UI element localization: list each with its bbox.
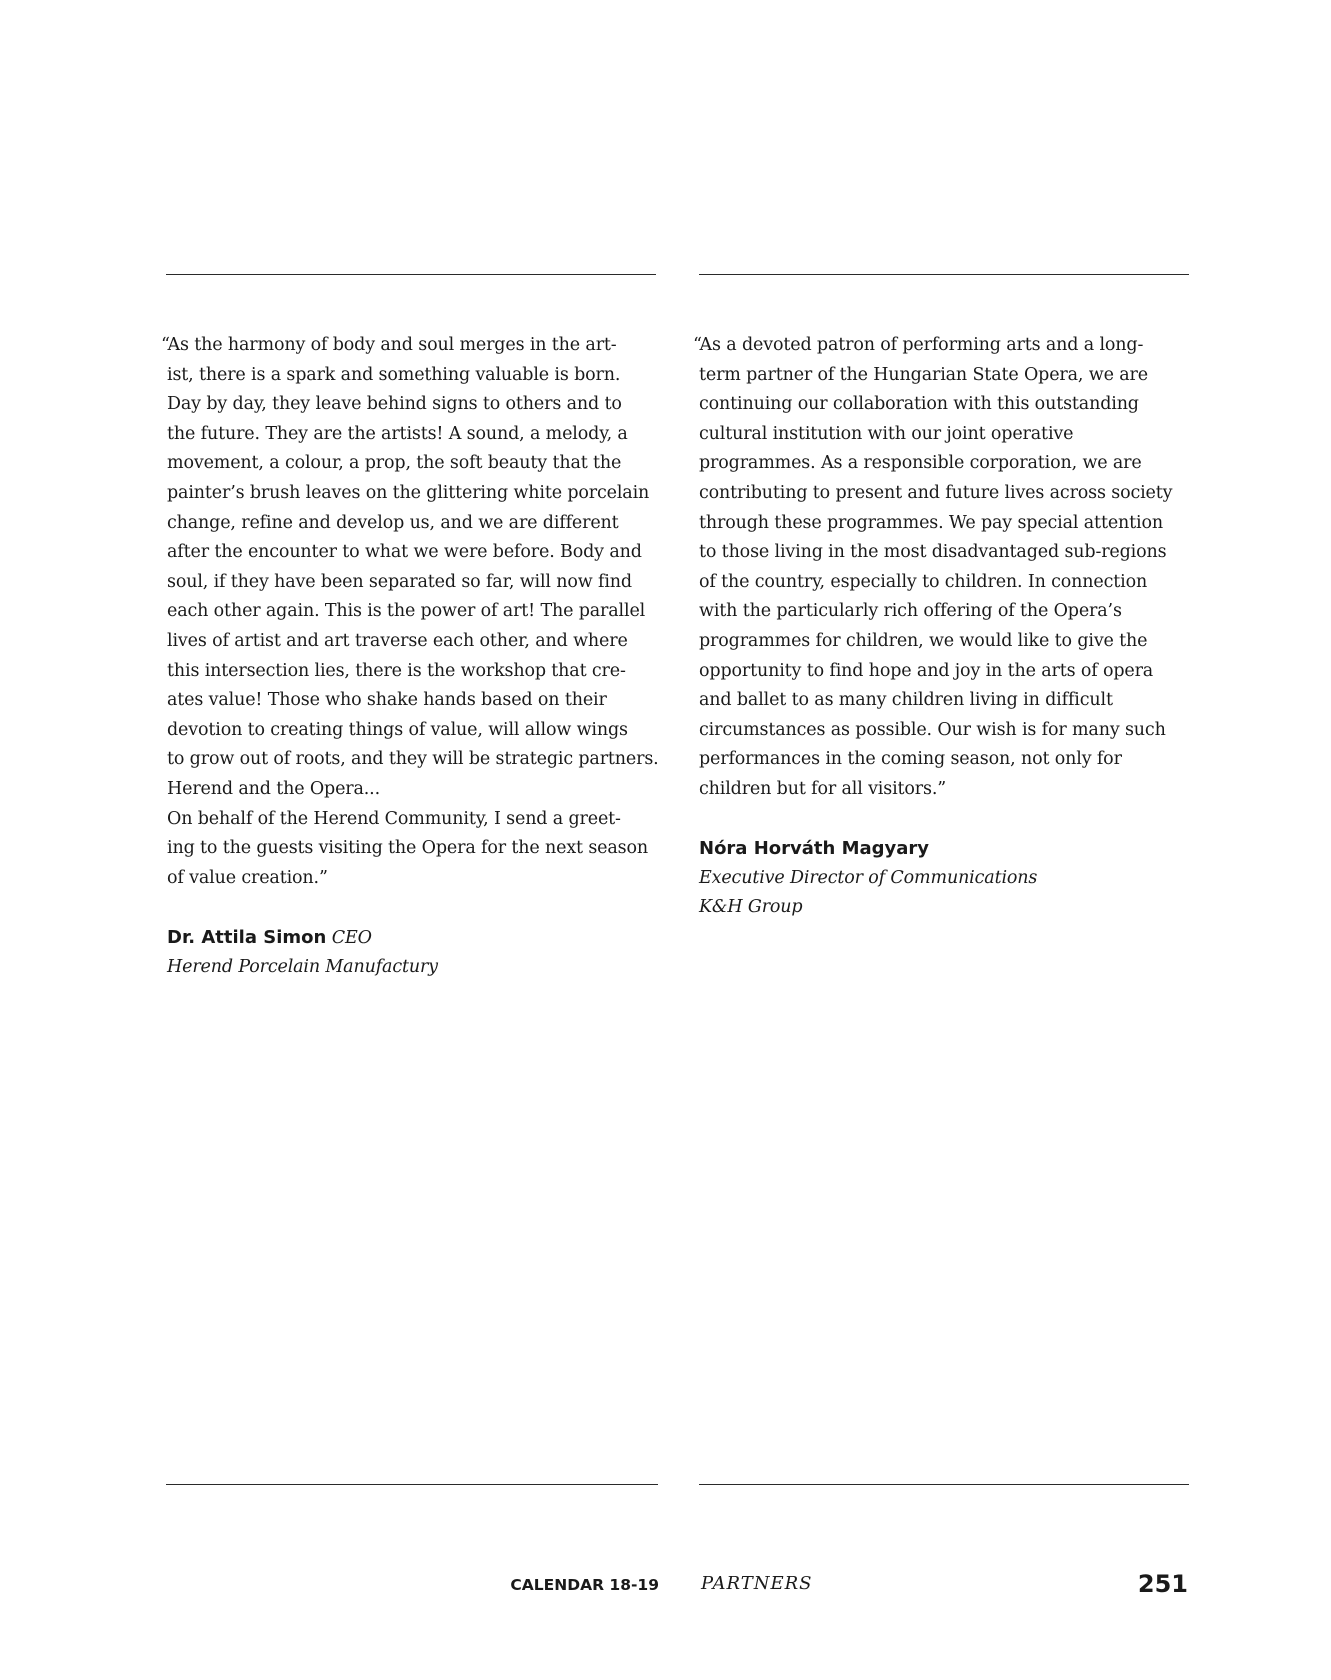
right-quote-body (699, 361, 1172, 805)
quote-line: of value creation.” (167, 867, 328, 888)
signatory-role: CEO (331, 927, 372, 948)
quote-line: through these programmes. We pay special attention (699, 512, 1163, 533)
quote-line: to those living in the most disadvantaged sub-regions (699, 542, 1167, 563)
right-signature (699, 834, 1172, 923)
quote-line: children but for all visitors.” (699, 778, 947, 799)
quote-line: change, refine and develop us, and we are different (167, 512, 619, 533)
quote-line: the future. They are the artists! A sound, a melody, a (167, 423, 628, 444)
footer-section-label: PARTNERS (701, 1573, 813, 1594)
page-number: 251 (1137, 1570, 1188, 1598)
top-rule-left (166, 274, 656, 275)
quote-line: each other again. This is the power of art! The parallel (167, 601, 646, 622)
left-quote-body (167, 361, 659, 894)
footer-calendar-label: CALENDAR 18-19 (510, 1576, 659, 1594)
right-quote-column (693, 331, 1173, 923)
quote-line: opportunity to find hope and joy in the arts of opera (699, 660, 1154, 681)
signatory-name: Nóra Horváth Magyary (699, 838, 930, 860)
left-signature (167, 923, 659, 983)
quote-line: soul, if they have been separated so far, will now find (167, 571, 632, 592)
signatory-role: Executive Director of Communications (699, 867, 1038, 888)
quote-line: ist, there is a spark and something valuable is born. (167, 364, 621, 385)
quote-line: On behalf of the Herend Community, I send a greet- (167, 808, 621, 829)
left-quote (161, 331, 659, 361)
quote-line: and ballet to as many children living in difficult (699, 690, 1113, 711)
right-quote (693, 331, 1172, 361)
quote-line: cultural institution with our joint operative (699, 423, 1074, 444)
signatory-organization: Herend Porcelain Manufactury (167, 957, 438, 978)
quote-line: ates value! Those who shake hands based on their (167, 690, 607, 711)
quote-line: performances in the coming season, not only for (699, 749, 1122, 770)
quote-line: Herend and the Opera... (167, 778, 381, 799)
top-rule-right (699, 274, 1189, 275)
quote-line: programmes. As a responsible corporation, we are (699, 453, 1142, 474)
quote-line: programmes for children, we would like to give the (699, 630, 1148, 651)
quote-line: term partner of the Hungarian State Opera, we are (699, 364, 1148, 385)
bottom-rule-right (699, 1484, 1189, 1485)
quote-line: this intersection lies, there is the workshop that cre- (167, 660, 626, 681)
quote-line: of the country, especially to children. In connection (699, 571, 1148, 592)
quote-line: circumstances as possible. Our wish is for many such (699, 719, 1166, 740)
signatory-name: Dr. Attila Simon (167, 926, 327, 948)
quote-line: movement, a colour, a prop, the soft beauty that the (167, 453, 622, 474)
bottom-rule-left (166, 1484, 658, 1485)
quote-line: ing to the guests visiting the Opera for the next season (167, 838, 649, 859)
quote-line: to grow out of roots, and they will be strategic partners. (167, 749, 659, 770)
quote-line: after the encounter to what we were before. Body and (167, 542, 642, 563)
quote-line: lives of artist and art traverse each other, and where (167, 630, 628, 651)
quote-line: devotion to creating things of value, will allow wings (167, 719, 628, 740)
quote-line: painter’s brush leaves on the glittering white porcelain (167, 482, 650, 503)
quote-line: “As the harmony of body and soul merges in the art- (161, 335, 617, 355)
quote-line: contributing to present and future lives across society (699, 482, 1173, 503)
quote-line: Day by day, they leave behind signs to others and to (167, 394, 622, 415)
quote-line: “As a devoted patron of performing arts and a long- (693, 335, 1144, 355)
signatory-organization: K&H Group (699, 897, 803, 918)
left-quote-column (161, 331, 659, 983)
quote-line: continuing our collaboration with this outstanding (699, 394, 1139, 415)
quote-line: with the particularly rich offering of the Opera’s (699, 601, 1122, 622)
